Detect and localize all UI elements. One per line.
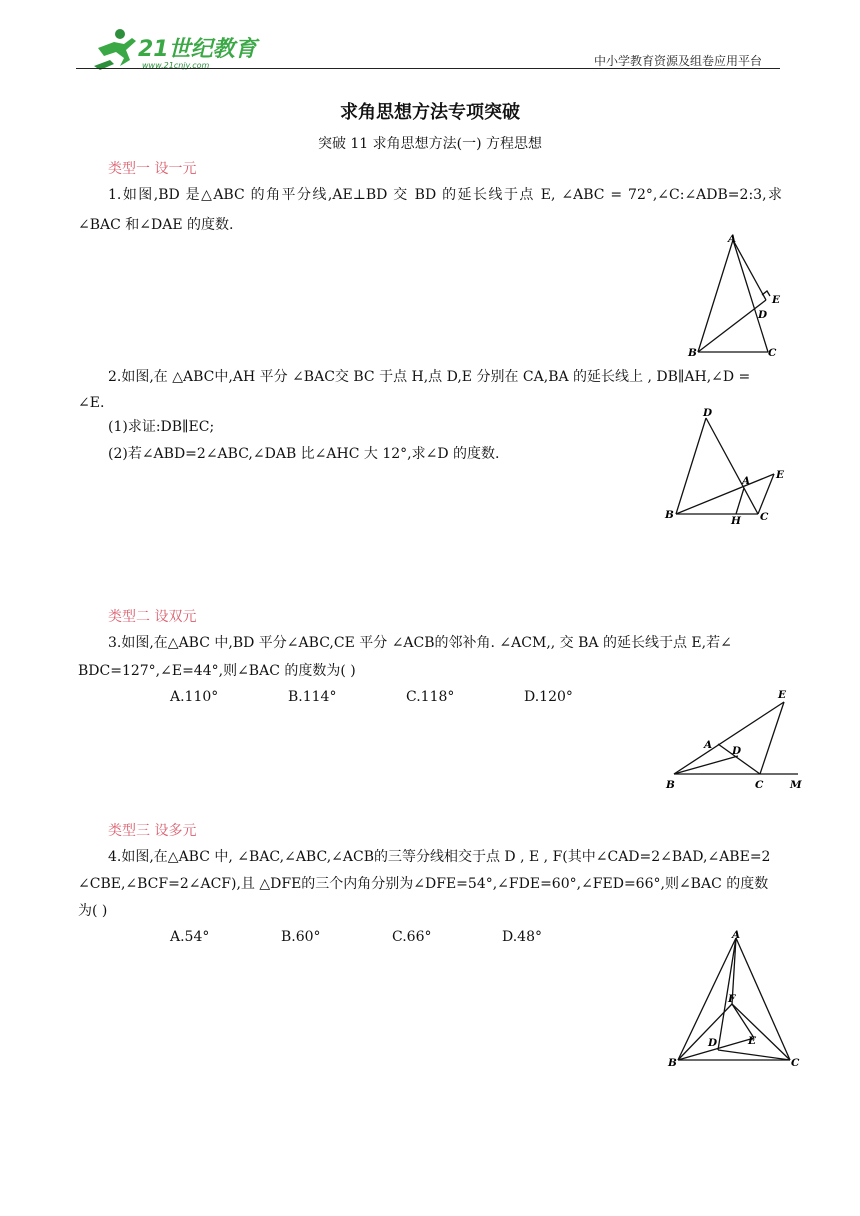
problem-4-option-b: B.60° [281,929,321,945]
fig4-label-e: E [748,1035,757,1047]
problem-3-option-d: D.120° [524,689,573,705]
problem-4-line-1: 4.如图,在△ABC 中, ∠BAC,∠ABC,∠ACB的三等分线相交于点 D , E , F(其中∠CAD=2∠BAD,∠ABE=2 [108,849,771,865]
problem-3-option-b: B.114° [288,689,337,705]
problem-4-option-c: C.66° [392,929,432,945]
header-divider [76,68,780,69]
problem-4-option-a: A.54° [170,929,210,945]
fig2-label-a: A [742,475,751,487]
fig4-label-d: D [708,1037,718,1049]
fig3-label-m: M [790,779,802,791]
fig1-label-b: B [688,347,697,359]
page-subtitle: 突破 11 求角思想方法(一) 方程思想 [317,136,543,152]
problem-1-text: 1.如图,BD 是△ABC 的角平分线,AE⊥BD 交 BD 的延长线于点 E, ∠ABC = 72°,∠C:∠ADB=2:3,求∠BAC 和∠DAE 的度数. [78,187,782,233]
fig2-label-e: E [776,469,785,481]
logo-url: www.21cnjy.com [142,61,210,70]
problem-3-option-a: A.110° [170,689,219,705]
problem-3-line-2: BDC=127°,∠E=44°,则∠BAC 的度数为( ) [78,663,356,679]
section-heading-3: 类型三 设多元 [108,823,197,839]
problem-4-line-2: ∠CBE,∠BCF=2∠ACF),且 △DFE的三个内角分别为∠DFE=54°,∠FDE=60°,∠FED=66°,则∠BAC 的度数 [78,876,769,892]
problem-3-option-c: C.118° [406,689,455,705]
platform-name: 中小学教育资源及组卷应用平台 [594,54,763,68]
fig4-label-b: B [668,1057,677,1069]
problem-4-option-d: D.48° [502,929,542,945]
fig4-label-a: A [732,929,741,941]
figure-problem-1 [680,228,790,360]
fig3-label-a: A [704,739,713,751]
fig2-label-h: H [731,515,741,527]
fig2-label-d: D [703,407,713,419]
fig2-label-c: C [760,511,769,523]
fig2-label-b: B [665,509,674,521]
problem-3-line-1: 3.如图,在△ABC 中,BD 平分∠ABC,CE 平分 ∠ACB的邻补角. ∠ACM,, 交 BA 的延长线于点 E,若∠ [108,635,732,651]
figure-problem-2 [660,404,790,530]
problem-2-sub-1: (1)求证:DB∥EC; [108,419,215,435]
fig1-label-d: D [758,309,768,321]
fig1-label-c: C [768,347,777,359]
problem-4-line-3: 为( ) [78,903,108,919]
fig3-label-e: E [778,689,787,701]
section-heading-2: 类型二 设双元 [108,609,197,625]
section-heading-1: 类型一 设一元 [108,161,197,177]
problem-2-sub-2: (2)若∠ABD=2∠ABC,∠DAB 比∠AHC 大 12°,求∠D 的度数. [108,446,500,462]
runner-icon [94,29,136,70]
logo-text: 21世纪教育 [138,37,257,62]
fig3-label-c: C [755,779,764,791]
fig1-label-e: E [772,294,781,306]
figure-problem-3 [660,684,810,794]
problem-2-line-2: ∠E. [78,395,105,411]
fig3-label-d: D [732,745,742,757]
fig3-label-b: B [666,779,675,791]
fig4-label-c: C [791,1057,800,1069]
problem-2-line-1: 2.如图,在 △ABC中,AH 平分 ∠BAC交 BC 于点 H,点 D,E 分别在 CA,BA 的延长线上 , DB∥AH,∠D = [108,369,751,385]
page-title: 求角思想方法专项突破 [340,102,520,123]
fig1-label-a: A [728,233,737,245]
fig4-label-f: F [728,993,736,1005]
figure-problem-4 [662,926,810,1074]
